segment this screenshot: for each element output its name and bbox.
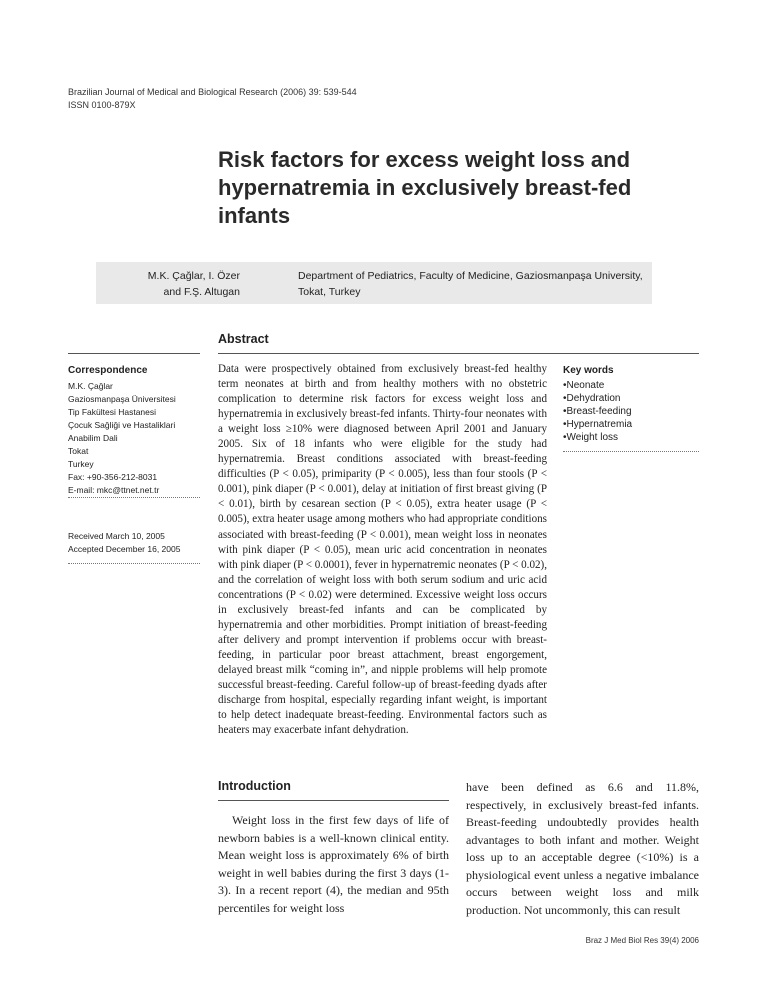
journal-header — [68, 86, 357, 112]
abstract-heading: Abstract — [218, 332, 269, 346]
sidebar-rule — [68, 353, 200, 354]
accepted-date: Accepted December 16, 2005 — [68, 544, 181, 554]
keywords-rule — [563, 353, 699, 354]
correspondence-heading: Correspondence — [68, 365, 148, 376]
page-footer: Braz J Med Biol Res 39(4) 2006 — [585, 936, 699, 945]
dates-divider — [68, 563, 200, 564]
affiliation-line: Tokat, Turkey — [298, 286, 361, 298]
authors — [120, 268, 240, 300]
correspondence-line: Tip Fakültesi Hastanesi — [68, 407, 157, 417]
correspondence-line: Turkey — [68, 459, 94, 469]
author-band — [96, 262, 652, 304]
affiliation — [298, 268, 648, 300]
affiliation-line: Department of Pediatrics, Faculty of Medicine, Gaziosmanpaşa University, — [298, 270, 643, 282]
keyword-item: • Dehydration — [563, 392, 703, 405]
keyword-item: • Weight loss — [563, 431, 703, 444]
article-title: Risk factors for excess weight loss and hypernatremia in exclusively breast-fed infants — [218, 147, 632, 228]
keywords-block — [563, 364, 703, 444]
authors-line: and F.Ş. Altugan — [163, 286, 240, 298]
keywords-list — [563, 379, 703, 444]
keyword-item: • Neonate — [563, 379, 703, 392]
keywords-divider — [563, 451, 699, 452]
correspondence-line: M.K. Çağlar — [68, 381, 113, 391]
abstract-text: Data were prospectively obtained from exclusively breast-fed healthy term neonates at birth and from healthy mothers with no obstetric complication to determine risk factors for excess weight loss and hypernatremia in exclusively breast-fed infants. Thirty-four neonates with a weight loss ≥10% were diagnosed between April 2001 and January 2005. Six of 18 infants who were eligible for the study had hypernatremia. Breast conditions associated with breast-feeding difficulties (P < 0.05), primiparity (P < 0.005), less than four stools (P < 0.001), pink diaper (P < 0.001), delay at initiation of first breast giving (P < 0.01), birth by cesarean section (P < 0.05), extra heater usage (P < 0.005), extra heater usage among mothers who had appropriate conditions associated with breast-feeding (P < 0.001), mean weight loss in neonates with pink diaper (P < 0.05), mean uric acid concentration in neonates with pink diaper (P < 0.0001), fever in hypernatremic neonates (P < 0.02), and the correlation of weight loss with both serum sodium and uric acid concentrations (P < 0.02) were determined. Excessive weight loss occurs in exclusively breast-fed infants and can be complicated by hypernatremia and other morbidities. Prompt initiation of breast-feeding after delivery and prompt intervention if problems occur with breast-feeding, in particular poor breast attachment, breast engorgement, delayed breast milk “coming in”, and nipple problems will help promote successful breast-feeding. Careful follow-up of breast-feeding dyads after discharge from hospital, especially regarding infant weight, is important to help detect inadequate breast-feeding. Environmental factors such as heaters may exacerbate infant dehydration. — [218, 363, 548, 737]
introduction-heading: Introduction — [218, 779, 291, 793]
email-link[interactable]: E-mail: mkc@ttnet.net.tr — [68, 485, 160, 495]
correspondence-divider — [68, 497, 200, 498]
keyword-item: • Hypernatremia — [563, 418, 703, 431]
issn: ISSN 0100-879X — [68, 100, 136, 110]
dates-block — [68, 530, 208, 556]
correspondence-line: Çocuk Sağliği ve Hastaliklari — [68, 420, 176, 430]
journal-citation: Brazilian Journal of Medical and Biological Research (2006) 39: 539-544 — [68, 87, 357, 97]
keywords-heading: Key words — [563, 365, 614, 376]
received-date: Received March 10, 2005 — [68, 531, 165, 541]
correspondence-line: Tokat — [68, 446, 89, 456]
introduction-rule — [218, 800, 449, 801]
correspondence-line: Gaziosmanpaşa Üniversitesi — [68, 394, 176, 404]
keyword-item: • Breast-feeding — [563, 405, 703, 418]
correspondence-block — [68, 364, 208, 497]
introduction-text-right: have been defined as 6.6 and 11.8%, respectively, in exclusively breast-fed infants. Breast-feeding undoubtedly provides health advantages to both infant and mother. Weight loss up to an acceptable degree (<10%) is a physiological event unless a negative imbalance occurs between weight loss and milk production. Not uncommonly, this can result — [466, 780, 699, 917]
introduction-text-left: Weight loss in the first few days of life of newborn babies is a well-known clinical entity. Mean weight loss is approximately 6% of birth weight in well babies during the first 3 days (1-3). In a recent report (4), the median and 95th percentiles for weight loss — [218, 813, 449, 915]
correspondence-line: Anabilim Dali — [68, 433, 118, 443]
correspondence-line: Fax: +90-356-212-8031 — [68, 472, 158, 482]
authors-line: M.K. Çağlar, I. Özer — [147, 270, 240, 282]
